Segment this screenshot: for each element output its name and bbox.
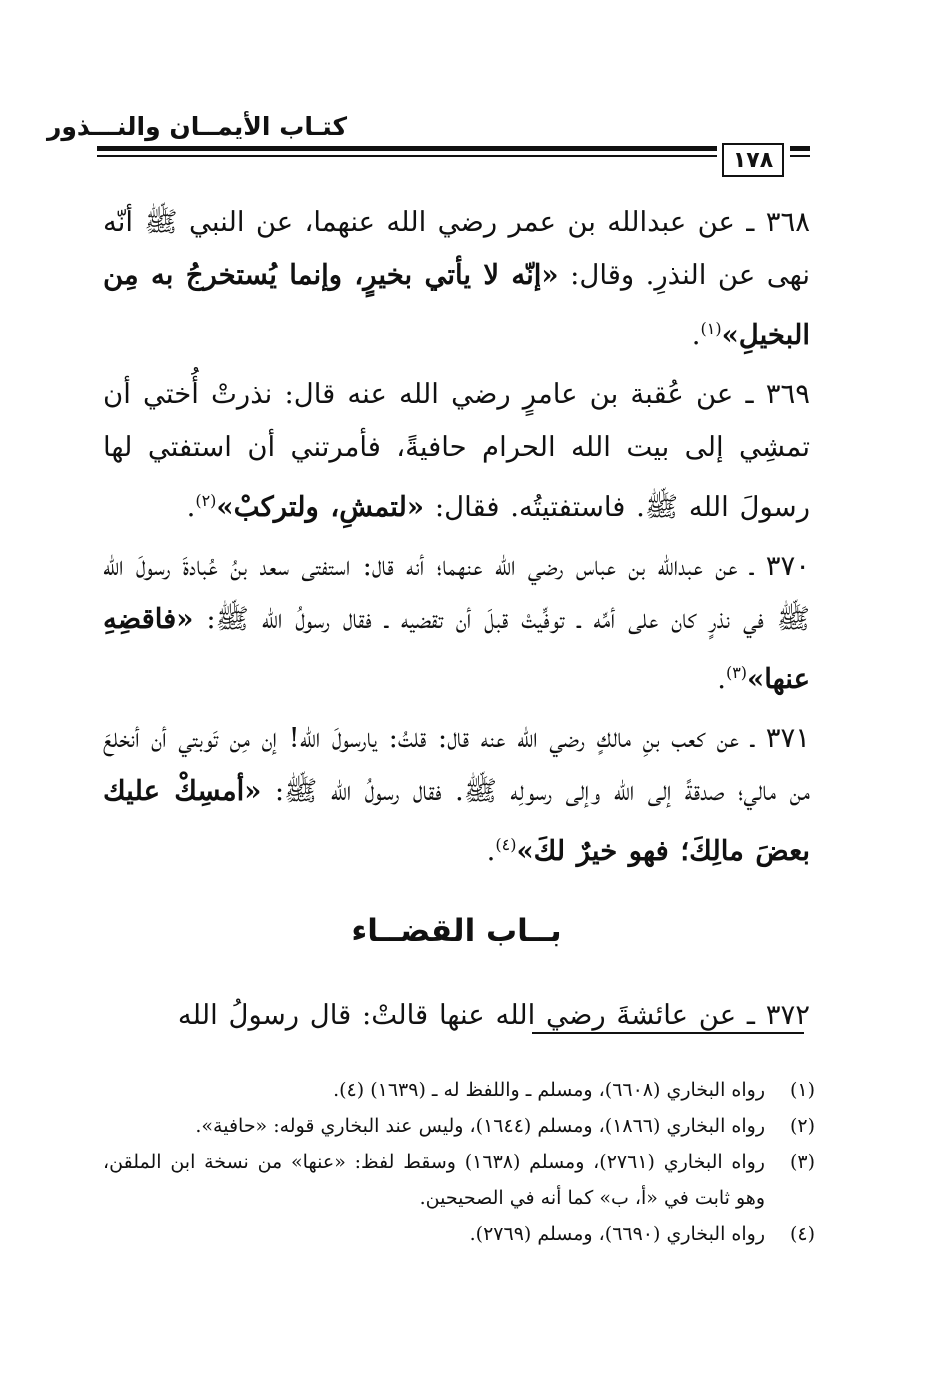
footnote-ref: (٢) (195, 491, 217, 511)
hadith-370 (103, 540, 810, 706)
footnotes (103, 1072, 815, 1252)
hadith-end: . (486, 835, 496, 868)
header-rule-thin (97, 155, 717, 157)
hadith-quote: «لتمشِ، ولتركبْ» (216, 491, 425, 524)
footnote-1 (103, 1072, 815, 1108)
hadith-end: . (717, 663, 726, 696)
page-number: ١٧٨ (722, 143, 784, 177)
footnote-ref: (٤) (495, 835, 517, 855)
footnote-text: رواه البخاري (٢٧٦١)، ومسلم (١٦٣٨) وسقط لفظ: «عنها» من نسخة ابن الملقن، وهو ثابت في «أ، ب» كما أنه في الصحيحين. (103, 1151, 765, 1209)
header-rule-thick (97, 146, 717, 151)
footnote-text: رواه البخاري (٦٦٠٨)، ومسلم ـ واللفظ له ـ (١٦٣٩) (٤). (333, 1079, 765, 1101)
header-rule-right-thick (790, 146, 810, 151)
main-text (103, 196, 810, 1048)
footnote-ref: (٣) (725, 663, 748, 683)
hadith-end: . (186, 491, 196, 524)
hadith-quote: «أمسِكْ عليك بعضَ مالِكَ؛ فهو خيرٌ لكَ» (103, 775, 810, 868)
hadith-text: ٣٦٨ ـ عن عبدالله بن عمر رضي الله عنهما، عن النبي ﷺ أنّه نهى عن النذرِ. وقال: (103, 206, 810, 291)
footnote-number: (٢) (789, 1115, 815, 1137)
hadith-quote: «فاقضِهِ عنها» (103, 603, 810, 696)
footnote-4 (103, 1216, 815, 1252)
section-title: بــاب القضــاء (351, 912, 562, 949)
hadith-text: ٣٧١ ـ عن كعب بنِ مالكٍ رضي الله عنه قال: قلتُ: يارسولَ الله! إن مِن تَوبتي أن أنخلعَ من مالي؛ صدقةً إلى الله وإلى رسولِه ﷺ. فقال رسولُ الله ﷺ: (103, 722, 811, 808)
hadith-text: ٣٧٠ ـ عن عبدالله بن عباس رضي الله عنهما؛ أنه قال: استفتى سعد بنُ عُبادةَ رسولَ الله ﷺ في نذرٍ كان على أمِّه ـ توفِّيتْ قبلَ أن تقضيه ـ فقال رسولُ الله ﷺ: (103, 550, 810, 636)
footnote-ref: (١) (700, 319, 722, 338)
footnote-number: (٣) (789, 1151, 815, 1173)
hadith-quote: «إنّه لا يأتي بخيرٍ، وإنما يُستخرجُ به مِن البخيلِ» (103, 259, 810, 352)
footnote-number: (١) (789, 1079, 815, 1101)
footnote-3 (103, 1144, 815, 1216)
footnote-text: رواه البخاري (١٨٦٦)، ومسلم (١٦٤٤)، وليس عند البخاري قوله: «حافية». (195, 1115, 765, 1137)
footnote-2 (103, 1108, 815, 1144)
footnote-text: رواه البخاري (٦٦٩٠)، ومسلم (٢٧٦٩). (469, 1223, 765, 1245)
hadith-end: . (691, 319, 701, 352)
footnote-number: (٤) (789, 1223, 815, 1245)
hadith-371 (103, 712, 810, 878)
hadith-368 (103, 196, 810, 362)
hadith-text: ٣٦٩ ـ عن عُقبة بن عامرٍ رضي الله عنه قال: نذرتْ أُختي أن تمشِي إلى بيت الله الحرام حافيةً، فأمرتني أن استفتي لها رسولَ الله ﷺ. فاستفتيتُه. فقال: (103, 378, 810, 524)
running-header-title: كتـاب الأيمــان والنـــذور (46, 112, 347, 141)
header-rule-right-thin (790, 155, 810, 157)
footnote-separator (532, 1032, 804, 1034)
hadith-369 (103, 368, 810, 534)
hadith-372: ٣٧٢ ـ عن عائشةَ رضي الله عنها قالتْ: قال رسولُ الله (177, 998, 810, 1031)
